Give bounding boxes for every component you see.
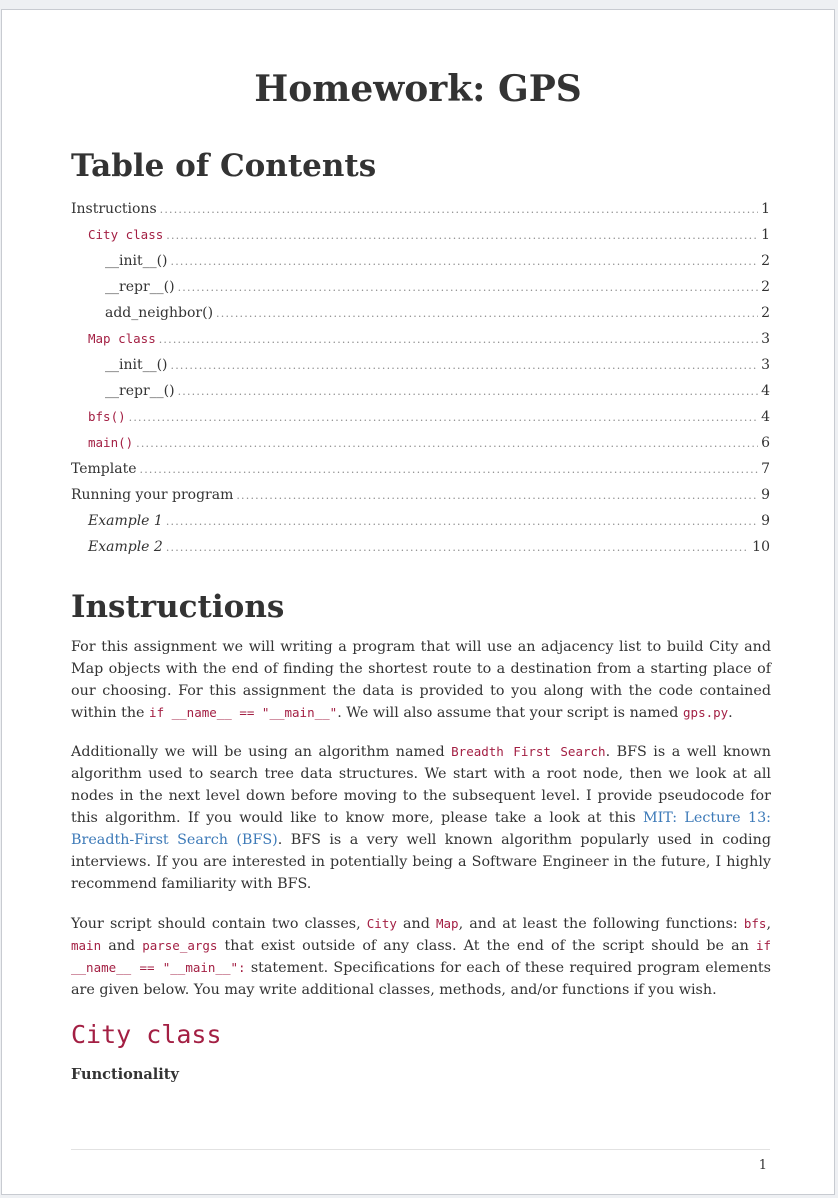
functionality-subheading: Functionality xyxy=(71,1066,179,1083)
toc-entry-page: 9 xyxy=(761,487,770,503)
toc-entry[interactable] xyxy=(71,482,770,508)
toc-entry[interactable] xyxy=(71,404,770,430)
toc-entry[interactable] xyxy=(71,222,770,248)
toc-entry-label: Example 2 xyxy=(88,539,163,555)
inline-code: parse_args xyxy=(142,938,218,953)
toc-entry[interactable] xyxy=(71,300,770,326)
toc-entry[interactable] xyxy=(71,534,770,560)
instructions-heading: Instructions xyxy=(71,589,285,625)
toc-entry-page: 3 xyxy=(761,357,770,373)
document-title: Homework: GPS xyxy=(254,68,582,110)
toc-entry-label: Template xyxy=(71,461,137,477)
toc-entry-label: __init__() xyxy=(105,357,168,373)
toc-entry-page: 2 xyxy=(761,305,770,321)
toc-entry-label: __init__() xyxy=(105,253,168,269)
toc-entry-page: 3 xyxy=(761,331,770,347)
toc-entry[interactable] xyxy=(71,352,770,378)
inline-code: if __name__ == "__main__": xyxy=(71,938,771,975)
toc-entry-page: 6 xyxy=(761,435,770,451)
toc-leader-dots xyxy=(171,249,759,275)
toc-entry-page: 10 xyxy=(752,539,770,555)
instructions-paragraph-1: For this assignment we will writing a program that will use an adjacency list to build City and Map objects with the end of finding the shortest route to a destination from a starting place of our choosing. For this assignment the data is provided to you along with the code contained within the if __name__ == "__main__". We will also assume that your script is named gps.py. xyxy=(71,639,771,721)
inline-code: City xyxy=(366,916,397,931)
inline-code: Breadth First Search xyxy=(451,744,606,759)
toc-entry[interactable] xyxy=(71,508,770,534)
toc-entry[interactable] xyxy=(71,248,770,274)
inline-code: if __name__ == "__main__" xyxy=(149,705,338,720)
toc-leader-dots xyxy=(129,405,758,431)
toc-leader-dots xyxy=(166,223,758,249)
toc-entry-label: City class xyxy=(88,227,164,242)
city-class-heading: City class xyxy=(71,1020,222,1049)
toc-entry-page: 4 xyxy=(761,383,770,399)
inline-code: bfs xyxy=(743,916,767,931)
toc-entry-page: 2 xyxy=(761,253,770,269)
toc-entry[interactable] xyxy=(71,430,770,456)
toc-entry-label: Running your program xyxy=(71,487,234,503)
toc-entry-page: 2 xyxy=(761,279,770,295)
toc-heading: Table of Contents xyxy=(71,148,377,184)
document-page xyxy=(1,9,835,1195)
toc-entry[interactable] xyxy=(71,456,770,482)
toc-entry[interactable] xyxy=(71,378,770,404)
toc-leader-dots xyxy=(216,301,758,327)
toc-leader-dots xyxy=(236,483,758,509)
toc-leader-dots xyxy=(166,535,749,561)
toc-entry-page: 4 xyxy=(761,409,770,425)
toc-entry[interactable] xyxy=(71,274,770,300)
page-number: 1 xyxy=(758,1158,767,1173)
toc-entry-page: 9 xyxy=(761,513,770,529)
inline-code: Map xyxy=(435,916,459,931)
toc-leader-dots xyxy=(166,509,758,535)
toc-entry-label: main() xyxy=(88,435,134,450)
toc-entry-label: add_neighbor() xyxy=(105,305,214,321)
toc-entry-page: 7 xyxy=(761,461,770,477)
toc-leader-dots xyxy=(178,379,759,405)
toc-entry[interactable] xyxy=(71,326,770,352)
toc-entry-label: __repr__() xyxy=(105,383,175,399)
toc-entry-label: bfs() xyxy=(88,409,126,424)
mit-bfs-lecture-link[interactable]: MIT: Lecture 13: Breadth-First Search (BFS) xyxy=(71,810,771,848)
toc-entry-label: Map class xyxy=(88,331,156,346)
toc-leader-dots xyxy=(136,431,758,457)
toc-leader-dots xyxy=(160,197,758,223)
instructions-paragraph-2: Additionally we will be using an algorithm named Breadth First Search. BFS is a well known algorithm used to search tree data structures. We start with a root node, then we look at all nodes in the next level down before moving to the subsequent level. I provide pseudocode for this algorithm. If you would like to know more, please take a look at this MIT: Lecture 13: Breadth-First Search (BFS). BFS is a very well known algorithm popularly used in coding interviews. If you are interested in potentially being a Software Engineer in the future, I highly recommend familiarity with BFS. xyxy=(71,744,771,892)
inline-code: main xyxy=(71,938,102,953)
table-of-contents xyxy=(71,196,770,560)
toc-leader-dots xyxy=(159,327,758,353)
toc-entry-page: 1 xyxy=(761,227,770,243)
toc-leader-dots xyxy=(178,275,759,301)
toc-entry-label: Example 1 xyxy=(88,513,163,529)
footer-divider xyxy=(71,1149,770,1150)
toc-leader-dots xyxy=(140,457,759,483)
inline-code: gps.py xyxy=(683,705,729,720)
instructions-paragraph-3: Your script should contain two classes, City and Map, and at least the following functions: bfs, main and parse_args that exist outside of any class. At the end of the script should be an if __name__ == "__main__": statement. Specifications for each of these required program elements are given below. You may write additional classes, methods, and/or functions if you wish. xyxy=(71,916,771,998)
toc-entry-label: __repr__() xyxy=(105,279,175,295)
toc-entry[interactable] xyxy=(71,196,770,222)
toc-leader-dots xyxy=(171,353,759,379)
toc-entry-page: 1 xyxy=(761,201,770,217)
toc-entry-label: Instructions xyxy=(71,201,157,217)
